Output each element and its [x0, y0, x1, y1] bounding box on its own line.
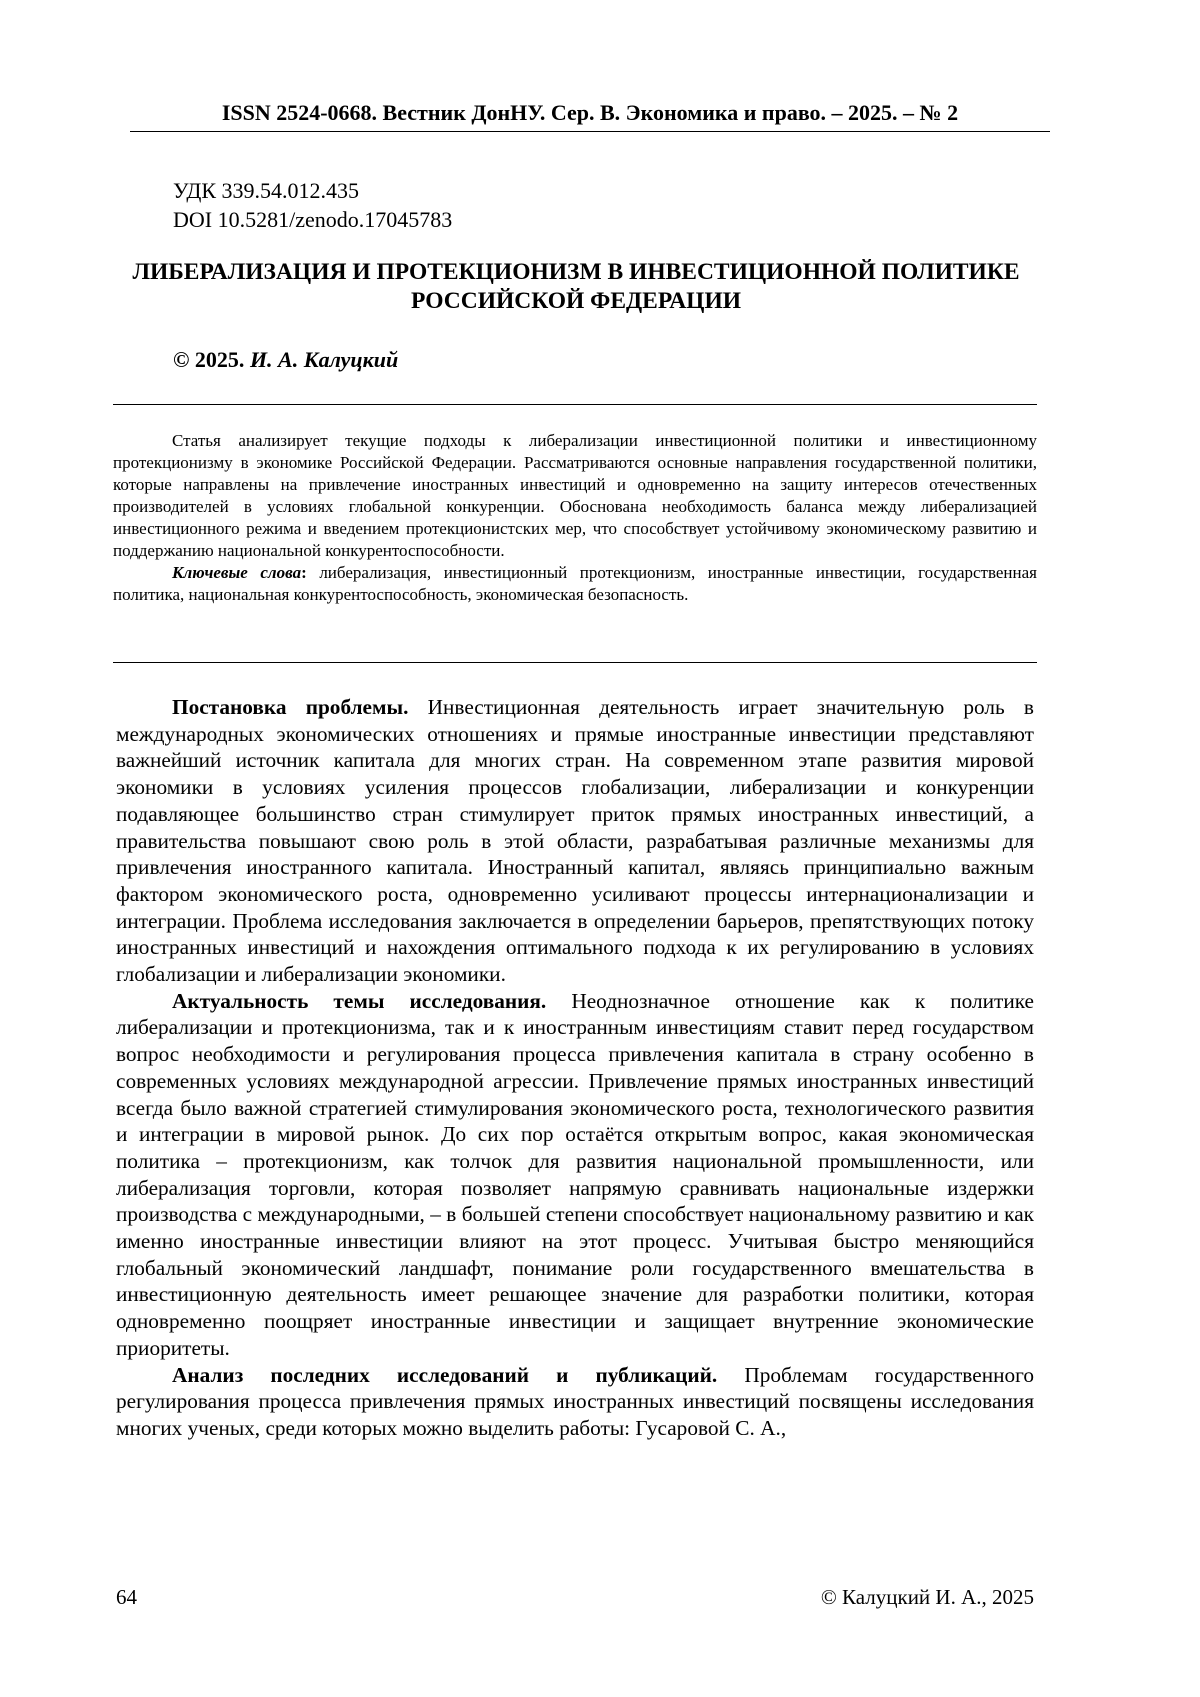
- doi-identifier: DOI 10.5281/zenodo.17045783: [173, 207, 453, 232]
- keywords-label: Ключевые слова: [172, 563, 302, 582]
- page-number: 64: [116, 1585, 137, 1609]
- keywords-list: либерализация, инвестиционный протекционизм, иностранные инвестиции, государственная политика, национальная конкурентоспособность, экономическая безопасность.: [113, 563, 1037, 604]
- title-line-1: ЛИБЕРАЛИЗАЦИЯ И ПРОТЕКЦИОНИЗМ В ИНВЕСТИЦИОННОЙ ПОЛИТИКЕ: [132, 259, 1020, 285]
- article-title: [116, 258, 1036, 316]
- paragraph-text: Неоднозначное отношение как к политике либерализации и протекционизма, так и к иностранным инвестициям ставит перед государством вопрос необходимости и регулирования процесса привлечения капитала в страну особенно в современных условиях международной агрессии. Привлечение прямых иностранных инвестиций всегда было важной стратегией стимулирования экономического роста, технологического развития и интеграции в мировой рынок. До сих пор остаётся открытым вопрос, какая экономическая политика – протекционизм, как толчок для развития национальной промышленности, или либерализация торговли, которая позволяет напрямую сравнивать национальные издержки производства с международными, – в большей степени способствует национальному развитию и как именно иностранные инвестиции влияют на этот процесс. Учитывая быстро меняющийся глобальный экономический ландшафт, понимание роли государственного вмешательства в инвестиционную деятельность имеет решающее значение для разработки политики, которая одновременно поощряет иностранные инвестиции и защищает внутренние экономические приоритеты.: [116, 988, 1034, 1360]
- paragraph-text: Проблемам государственного регулирования процесса привлечения прямых иностранных инвестиций посвящены исследования многих ученых, среди которых можно выделить работы: Гусаровой С. А.,: [116, 1362, 1034, 1440]
- paragraph-problem-statement: [116, 694, 1034, 988]
- author-name: И. А. Калуцкий: [249, 347, 399, 372]
- footer-copyright: © Калуцкий И. А., 2025: [820, 1585, 1034, 1609]
- paragraph-text: Инвестиционная деятельность играет значительную роль в международных экономических отношениях и прямые иностранные инвестиции представляют важнейший источник капитала для многих стран. На современном этапе развития мировой экономики в условиях усиления процессов глобализации, либерализации и конкуренции подавляющее большинство стран стимулирует приток прямых иностранных инвестиций, а правительства повышают свою роль в этой области, разрабатывая различные механизмы для привлечения иностранного капитала. Иностранный капитал, являясь принципиально важным фактором экономического роста, одновременно усиливают процессы интернационализации и интеграции. Проблема исследования заключается в определении барьеров, препятствующих потоку иностранных инвестиций и нахождения оптимального подхода к их регулированию в условиях глобализации и либерализации экономики.: [116, 695, 1034, 987]
- keywords-colon: :: [301, 563, 307, 582]
- keywords: [113, 562, 1037, 606]
- abstract-text: Статья анализирует текущие подходы к либерализации инвестиционной политики и инвестиционному протекционизму в экономике Российской Федерации. Рассматриваются основные направления государственной политики, которые направлены на привлечение иностранных инвестиций и одновременно на защиту интересов отечественных производителей в условиях глобальной конкуренции. Обоснована необходимость баланса между либерализацией инвестиционного режима и введением протекционистских мер, что способствует устойчивому экономическому развитию и поддержанию национальной конкурентоспособности.: [113, 431, 1037, 560]
- copyright-year: © 2025.: [173, 347, 245, 372]
- author-line: [173, 346, 398, 374]
- article-body: [116, 694, 1034, 1442]
- paragraph-heading: Постановка проблемы.: [172, 695, 409, 719]
- udk-code: УДК 339.54.012.435: [173, 178, 360, 203]
- running-header: ISSN 2524-0668. Вестник ДонНУ. Сер. В. Экономика и право. – 2025. – № 2: [221, 100, 959, 125]
- abstract: [113, 430, 1037, 606]
- paragraph-literature-review: [116, 1362, 1034, 1442]
- title-line-2: РОССИЙСКОЙ ФЕДЕРАЦИИ: [411, 288, 741, 314]
- abstract-top-divider: [113, 404, 1037, 405]
- paragraph-relevance: [116, 988, 1034, 1362]
- paragraph-heading: Анализ последних исследований и публикаций.: [172, 1362, 718, 1387]
- abstract-bottom-divider: [113, 662, 1037, 663]
- paragraph-heading: Актуальность темы исследования.: [172, 988, 547, 1013]
- header-divider: [130, 131, 1050, 132]
